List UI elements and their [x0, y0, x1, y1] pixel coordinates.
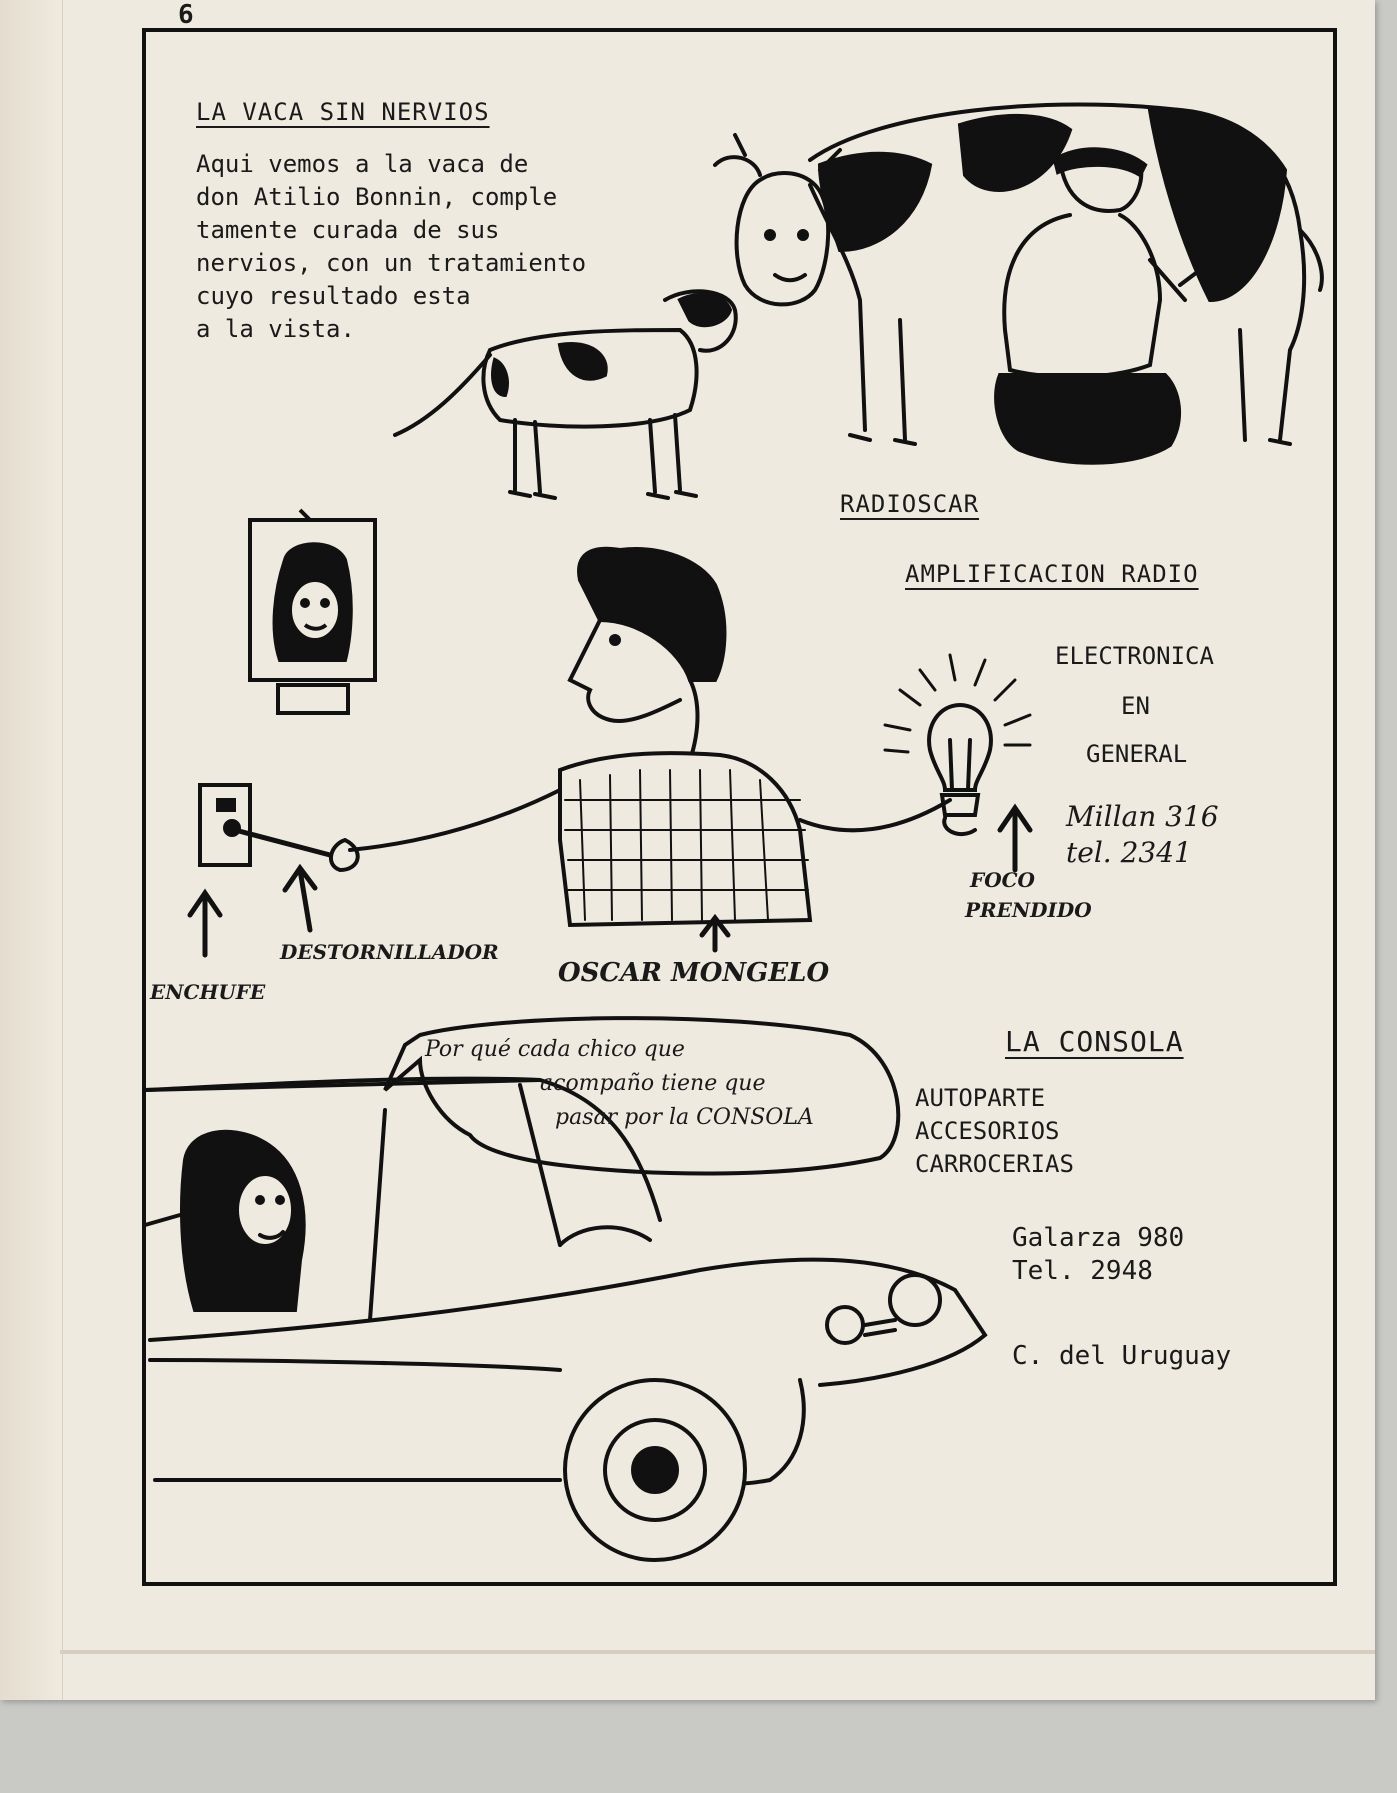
- bulb-label-line2: PRENDIDO: [965, 898, 1092, 922]
- screwdriver-label: DESTORNILLADOR: [280, 940, 499, 964]
- radio-ad-subtitle: AMPLIFICACION RADIO: [905, 560, 1199, 588]
- cow-text-line: a la vista.: [196, 315, 355, 343]
- page-number: 6: [178, 0, 194, 30]
- speech-line: acompaño tiene que: [540, 1071, 766, 1096]
- console-ad-title: LA CONSOLA: [1005, 1025, 1184, 1058]
- cow-text-line: don Atilio Bonnin, comple: [196, 183, 558, 211]
- cow-text-line: cuyo resultado esta: [196, 282, 471, 310]
- speech-line: Por qué cada chico que: [425, 1037, 685, 1062]
- radio-service: EN: [1121, 692, 1150, 720]
- cow-text-line: Aqui vemos a la vaca de: [196, 150, 529, 178]
- bulb-label-line1: FOCO: [970, 868, 1035, 892]
- person-label: OSCAR MONGELO: [558, 958, 830, 988]
- cow-ad-title: LA VACA SIN NERVIOS: [196, 98, 490, 126]
- console-item: CARROCERIAS: [915, 1150, 1074, 1178]
- radio-phone: tel. 2341: [1066, 836, 1192, 869]
- console-phone: Tel. 2948: [1012, 1256, 1153, 1286]
- radio-service: GENERAL: [1086, 740, 1188, 768]
- speech-bubble-text: [425, 1033, 814, 1135]
- cow-text-line: nervios, con un tratamiento: [196, 249, 587, 277]
- cow-text-line: tamente curada de sus: [196, 216, 500, 244]
- socket-label: ENCHUFE: [150, 980, 266, 1004]
- speech-line: pasar por la CONSOLA: [555, 1105, 814, 1130]
- console-city: C. del Uruguay: [1012, 1341, 1232, 1371]
- radio-address: Millan 316: [1066, 800, 1219, 833]
- console-item: AUTOPARTE: [915, 1084, 1046, 1112]
- radio-ad-title: RADIOSCAR: [840, 490, 980, 518]
- console-address: Galarza 980: [1012, 1223, 1185, 1253]
- console-item: ACCESORIOS: [915, 1117, 1060, 1145]
- radio-service: ELECTRONICA: [1055, 642, 1214, 670]
